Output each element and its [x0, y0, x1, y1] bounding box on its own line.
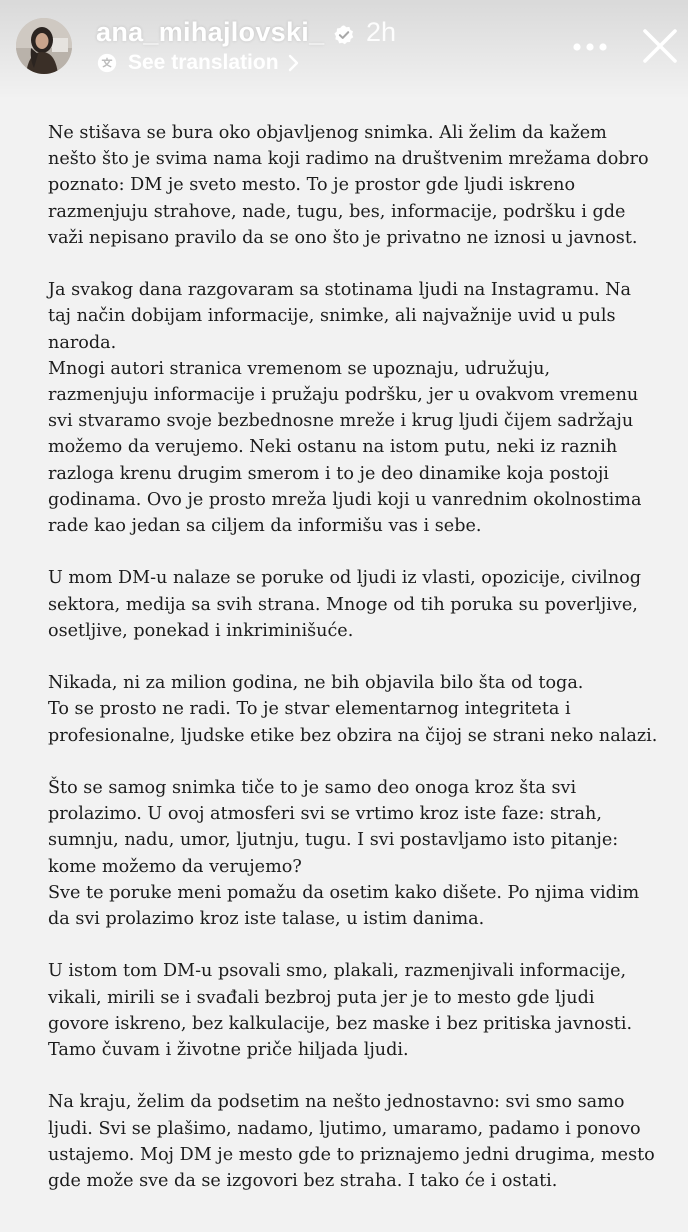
text-line: Ja svakog dana razgovaram sa stotinama ljudi na Instagramu. Na	[48, 280, 631, 301]
text-line: svi stvaramo svoje bezbednosne mreže i krug ljudi čijem sadržaju	[48, 411, 634, 432]
text-line: osetljive, ponekad i inkriminišuće.	[48, 620, 354, 641]
username[interactable]: ana_mihajlovski_	[96, 17, 325, 47]
text-line: To se prosto ne radi. To je stvar elementarnog integriteta i	[48, 699, 571, 720]
text-line: gde može sve da se izgovori bez straha. I tako će i ostati.	[48, 1171, 558, 1192]
see-translation-link[interactable]	[96, 50, 299, 76]
text-line: naroda.	[48, 332, 117, 353]
paragraph	[48, 1089, 678, 1194]
text-line: Tamo čuvam i životne priče hiljada ljudi.	[48, 1040, 409, 1061]
text-line: Na kraju, želim da podsetim na nešto jednostavno: svi smo samo	[48, 1092, 625, 1113]
text-line: razmenjuju strahove, nade, tugu, bes, informacije, podršku i gde	[48, 201, 626, 222]
text-line: ljudi. Svi se plašimo, nadamo, ljutimo, umaramo, padamo i ponovo	[48, 1118, 641, 1139]
paragraph	[48, 670, 678, 749]
text-line: možemo da verujemo. Neki ostanu na istom putu, neki iz raznih	[48, 437, 618, 458]
text-line: razloga krenu drugim smerom i to je deo dinamike koja postoji	[48, 463, 609, 484]
text-line: Ne stišava se bura oko objavljenog snimka. Ali želim da kažem	[48, 123, 607, 143]
text-line: Mnogi autori stranica vremenom se upoznaju, udružuju,	[48, 358, 551, 379]
story-header	[0, 0, 688, 100]
text-line: Sve te poruke meni pomažu da osetim kako dišete. Po njima vidim	[48, 882, 640, 903]
text-line: prolazimo. U ovoj atmosferi svi se vrtimo kroz iste faze: strah,	[48, 804, 602, 825]
text-line: poznato: DM je sveto mesto. To je prostor gde ljudi iskreno	[48, 175, 576, 196]
post-time: 2h	[366, 17, 397, 47]
text-line: nešto što je svima nama koji radimo na društvenim mrežama dobro	[48, 149, 649, 170]
more-options-icon[interactable]	[570, 34, 610, 60]
text-line: profesionalne, ljudske etike bez obzira na čijoj se strani neko nalazi.	[48, 725, 658, 746]
translate-icon	[96, 52, 118, 74]
text-line: razmenjuju informacije i pružaju podršku, jer u ovakvom vremenu	[48, 385, 639, 406]
text-line: kome možemo da verujemo?	[48, 856, 302, 877]
text-line: važi nepisano pravilo da se ono što je privatno ne iznosi u javnost.	[48, 227, 638, 248]
close-icon[interactable]	[640, 26, 680, 66]
story-text-body	[48, 120, 678, 1220]
paragraph	[48, 775, 678, 932]
text-line: govore iskreno, bez kalkulacije, bez maske i bez pritiska javnosti.	[48, 1013, 633, 1034]
chevron-right-icon	[287, 54, 299, 72]
paragraph	[48, 120, 678, 251]
text-line: Nikada, ni za milion godina, ne bih objavila bilo šta od toga.	[48, 673, 584, 694]
paragraph	[48, 277, 678, 539]
text-line: sumnju, nadu, umor, ljutnju, tugu. I svi postavljamo isto pitanje:	[48, 830, 619, 851]
text-line: vikali, mirili se i svađali bezbroj puta jer je to mesto gde ljudi	[48, 987, 595, 1008]
text-line: da svi prolazimo kroz iste talase, u istim danima.	[48, 909, 485, 930]
text-line: taj način dobijam informacije, snimke, ali najvažnije uvid u puls	[48, 306, 616, 327]
see-translation-label: See translation	[128, 51, 279, 74]
verified-badge-icon	[333, 24, 355, 46]
text-line: godinama. Ovo je prosto mreža ljudi koji u vanrednim okolnostima	[48, 489, 642, 510]
text-line: Što se samog snimka tiče to je samo deo onoga kroz šta svi	[48, 778, 577, 799]
text-line: U mom DM-u nalaze se poruke od ljudi iz vlasti, opozicije, civilnog	[48, 568, 641, 589]
paragraph	[48, 958, 678, 1063]
text-line: rade kao jedan sa ciljem da informišu vas i sebe.	[48, 516, 482, 537]
text-line: ustajemo. Moj DM je mesto gde to priznajemo jedni drugima, mesto	[48, 1144, 655, 1165]
text-line: sektora, medija sa svih strana. Mnoge od tih poruka su poverljive,	[48, 594, 638, 615]
avatar[interactable]	[16, 18, 72, 74]
avatar-photo	[16, 18, 72, 74]
text-line: U istom tom DM-u psovali smo, plakali, razmenjivali informacije,	[48, 961, 627, 982]
paragraph	[48, 565, 678, 644]
